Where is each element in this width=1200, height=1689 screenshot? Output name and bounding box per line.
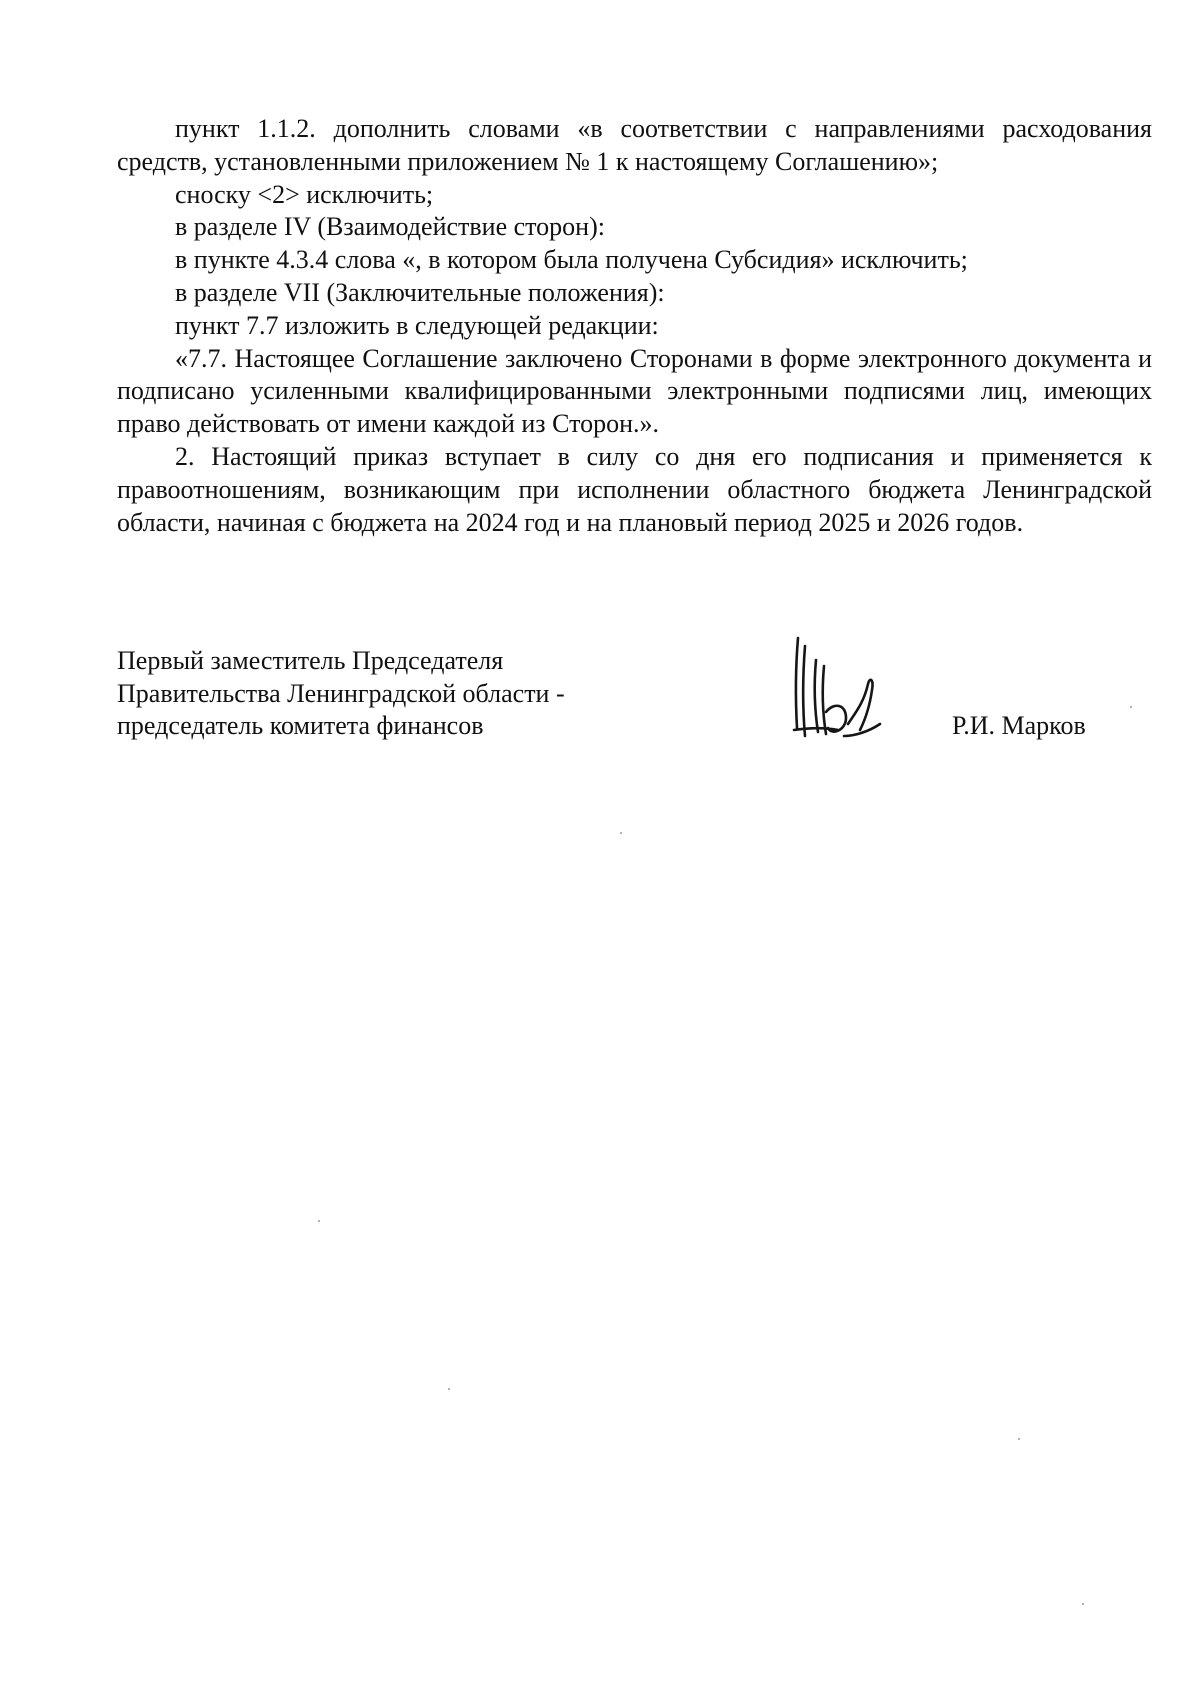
paragraph-clause-4-3-4: в пункте 4.3.4 слова «, в котором была получена Субсидия» исключить; bbox=[175, 245, 968, 275]
scan-speck bbox=[448, 1388, 450, 1390]
scan-speck bbox=[620, 832, 622, 834]
handwritten-signature-icon bbox=[788, 632, 884, 744]
scan-speck bbox=[1130, 706, 1132, 708]
paragraph-clause-7-7-text: «7.7. Настоящее Соглашение заключено Сторонами в форме электронного документа и подписано усиленными квалифицированными электронными подписями лиц, имеющих право действовать от имени каждой из Сторон.». bbox=[117, 343, 1152, 439]
signatory-position-line: Правительства Ленинградской области - bbox=[117, 678, 565, 708]
paragraph-section-iv: в разделе IV (Взаимодействие сторон): bbox=[175, 212, 605, 242]
scan-speck bbox=[318, 1220, 320, 1222]
signatory-position bbox=[117, 645, 565, 743]
signatory-position-line: Первый заместитель Председателя bbox=[117, 646, 504, 675]
paragraph-order-effective: 2. Настоящий приказ вступает в силу со дня его подписания и применяется к правоотношениям, возникающим при исполнении областного бюджета Ленинградской области, начиная с бюджета на 2024 год и на плановый период 2025 и 2026 годов. bbox=[117, 441, 1152, 537]
scan-speck bbox=[1018, 1438, 1020, 1440]
paragraph-clause-7-7-intro: пункт 7.7 изложить в следующей редакции: bbox=[175, 310, 659, 340]
paragraph-section-vii: в разделе VII (Заключительные положения): bbox=[175, 277, 665, 307]
scan-speck bbox=[1082, 1603, 1084, 1605]
signatory-position-line: председатель комитета финансов bbox=[117, 711, 484, 740]
signatory-name: Р.И. Марков bbox=[952, 711, 1086, 740]
document-body bbox=[117, 113, 1152, 539]
paragraph-clause-1-1-2: пункт 1.1.2. дополнить словами «в соответствии с направлениями расходования средств, установленными приложением № 1 к настоящему Соглашению»; bbox=[117, 114, 1152, 176]
paragraph-footnote-removal: сноску <2> исключить; bbox=[175, 179, 434, 209]
